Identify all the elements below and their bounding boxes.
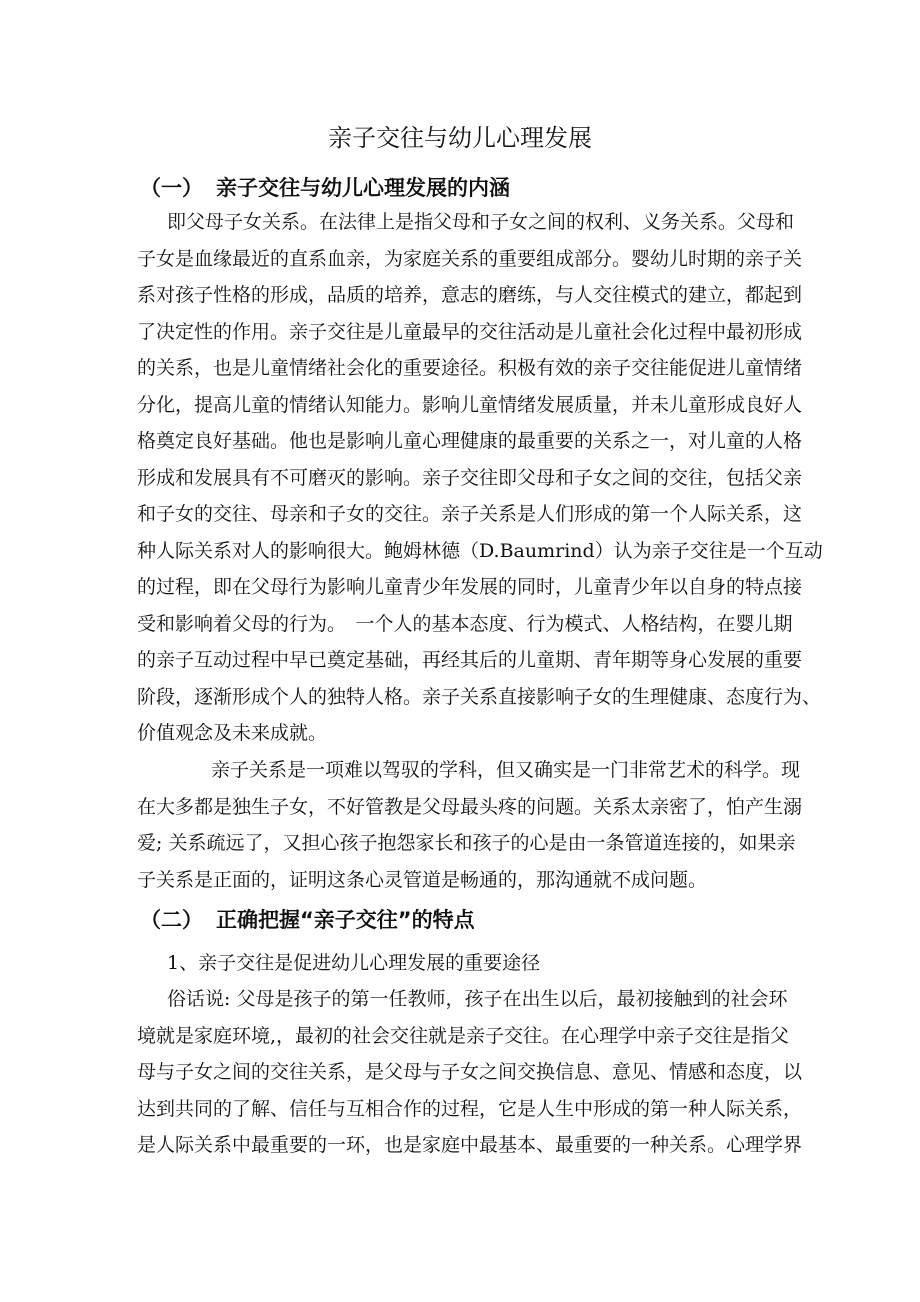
section-1-heading [140,172,510,202]
text-line: 母与子女之间的交往关系，是父母与子女之间交换信息、意见、情感和态度，以 [137,1061,803,1083]
text-line: 子女是血缘最近的直系血亲，为家庭关系的重要组成部分。婴幼儿时期的亲子关 [137,247,803,270]
text-line: 系对孩子性格的形成，品质的培养，意志的磨练，与人交往模式的建立，都起到 [137,284,803,306]
text-line: 分化，提高儿童的情绪认知能力。影响儿童情绪发展质量，并未儿童形成良好人 [137,393,803,416]
section-1-number: （一） [140,176,203,200]
text-line: 爱; 关系疏远了，又担心孩子抱怨家长和孩子的心是由一条管道连接的，如果亲 [137,832,796,854]
text-line: 受和影响着父母的行为。 一个人的基本态度、行为模式、人格结构，在婴儿期 [137,612,793,635]
text-line: 境就是家庭环境,，最初的社会交往就是亲子交往。在心理学中亲子交往是指父 [137,1024,790,1047]
text-line: 价值观念及未来成就。 [137,722,328,744]
text-line: 子关系是正面的，证明这条心灵管道是畅通的，那沟通就不成问题。 [137,868,708,891]
section-2-subheading: 1、亲子交往是促进幼儿心理发展的重要途径 [167,952,541,974]
text-line: 阶段，逐渐形成个人的独特人格。亲子关系直接影响子女的生理健康、态度行为、 [137,685,822,708]
text-line: 了决定性的作用。亲子交往是儿童最早的交往活动是儿童社会化过程中最初形成 [137,320,803,343]
section-1-heading-text: 亲子交往与幼儿心理发展的内涵 [216,176,510,200]
section-2-number: （二） [140,908,203,932]
text-line: 是人际关系中最重要的一环，也是家庭中最基本、最重要的一种关系。心理学界 [137,1134,803,1156]
text-line: 形成和发展具有不可磨灭的影响。亲子交往即父母和子女之间的交往，包括父亲 [137,466,803,489]
text-line: 在大多都是独生子女，不好管教是父母最头疼的问题。关系太亲密了，怕产生溺 [137,795,803,818]
text-line: 和子女的交往、母亲和子女的交往。亲子关系是人们形成的第一个人际关系，这 [137,503,803,525]
section-2-heading [140,904,475,934]
text-line: 格奠定良好基础。他也是影响儿童心理健康的最重要的关系之一，对儿童的人格 [137,430,803,452]
text-line: 达到共同的了解、信任与互相合作的过程，它是人生中形成的第一种人际关系， [137,1097,803,1120]
section-2-heading-text: 正确把握“亲子交往”的特点 [216,908,475,932]
text-line: 的亲子互动过程中早已奠定基础，再经其后的儿童期、青年期等身心发展的重要 [137,649,803,671]
text-line: 的关系，也是儿童情绪社会化的重要途径。积极有效的亲子交往能促进儿童情绪 [137,357,803,379]
text-line: 即父母子女关系。在法律上是指父母和子女之间的权利、义务关系。父母和 [167,211,795,233]
document-title: 亲子交往与幼儿心理发展 [328,124,592,152]
text-line: 俗话说: 父母是孩子的第一任教师，孩子在出生以后，最初接触到的社会环 [167,988,788,1010]
text-line: 亲子关系是一项难以驾驭的学科，但又确实是一门非常艺术的科学。现 [211,759,801,781]
text-line: 的过程，即在父母行为影响儿童青少年发展的同时，儿童青少年以自身的特点接 [137,576,803,598]
text-line: 种人际关系对人的影响很大。鲍姆林德（D.Baumrind）认为亲子交往是一个互动 [137,539,823,562]
